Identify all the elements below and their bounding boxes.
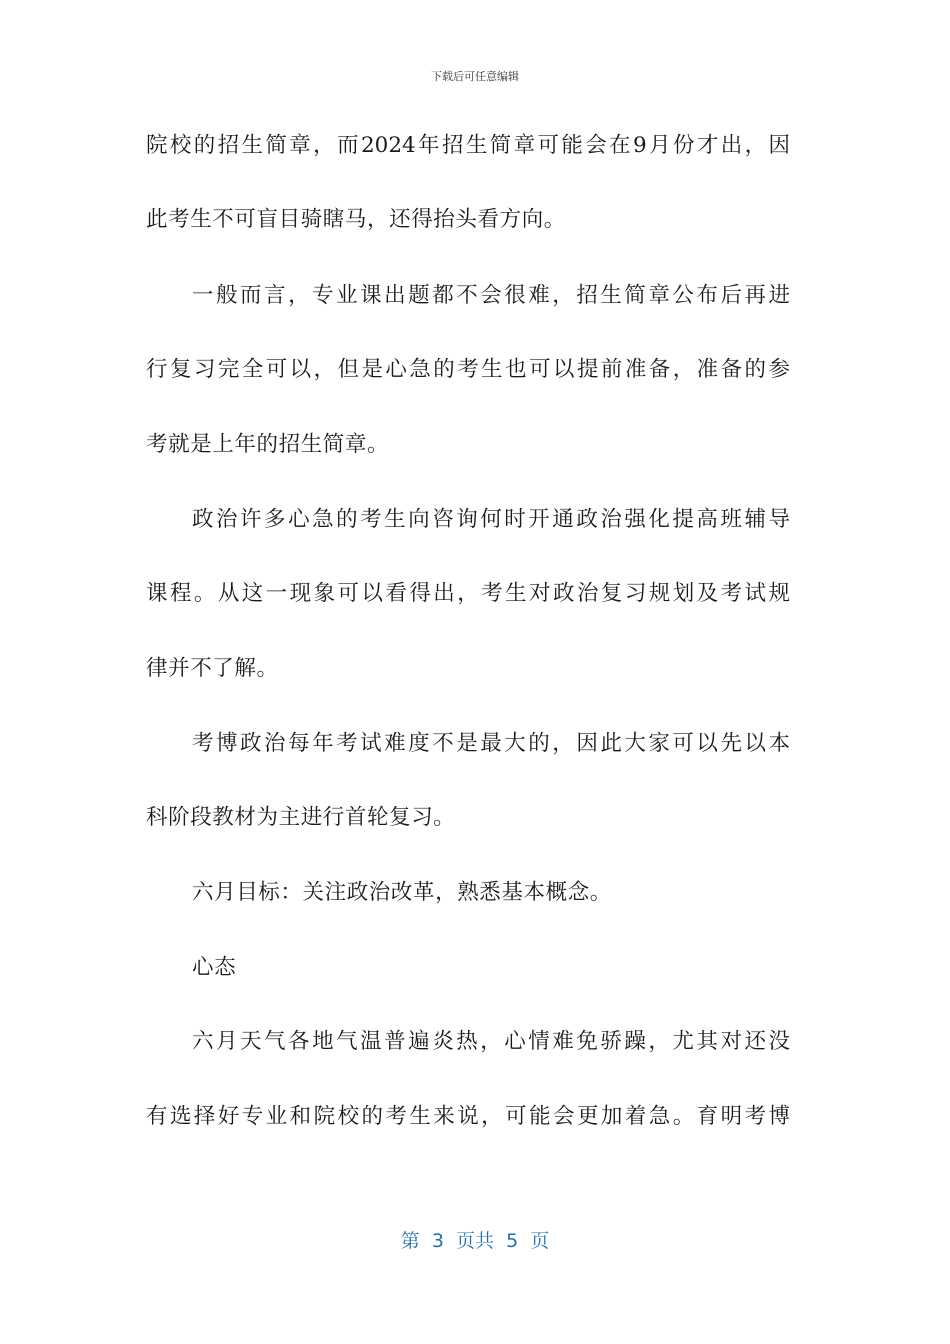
body-line: 考就是上年的招生简章。 [146, 432, 390, 457]
body-line: 院校的招生简章，而2024年招生简章可能会在9月份才出，因 [146, 133, 790, 158]
body-line: 律并不了解。 [146, 656, 279, 681]
header-note: 下载后可任意编辑 [431, 70, 519, 83]
body-line: 行复习完全可以，但是心急的考生也可以提前准备，准备的参 [146, 357, 790, 382]
section-heading: 心态 [192, 955, 237, 980]
body-line: 考博政治每年考试难度不是最大的，因此大家可以先以本 [192, 731, 790, 756]
body-line: 此考生不可盲目骑瞎马，还得抬头看方向。 [146, 207, 566, 232]
page-footer: 第 3 页共 5 页 [400, 1230, 550, 1252]
body-line: 六月天气各地气温普遍炎热，心情难免骄躁，尤其对还没 [192, 1029, 790, 1054]
body-line: 有选择好专业和院校的考生来说，可能会更加着急。育明考博 [146, 1104, 790, 1129]
body-line: 课程。从这一现象可以看得出，考生对政治复习规划及考试规 [146, 581, 790, 606]
body-line: 科阶段教材为主进行首轮复习。 [146, 805, 456, 830]
body-line: 六月目标：关注政治改革，熟悉基本概念。 [192, 880, 612, 905]
body-line: 政治许多心急的考生向咨询何时开通政治强化提高班辅导 [192, 507, 790, 532]
body-line: 一般而言，专业课出题都不会很难，招生简章公布后再进 [192, 283, 790, 308]
